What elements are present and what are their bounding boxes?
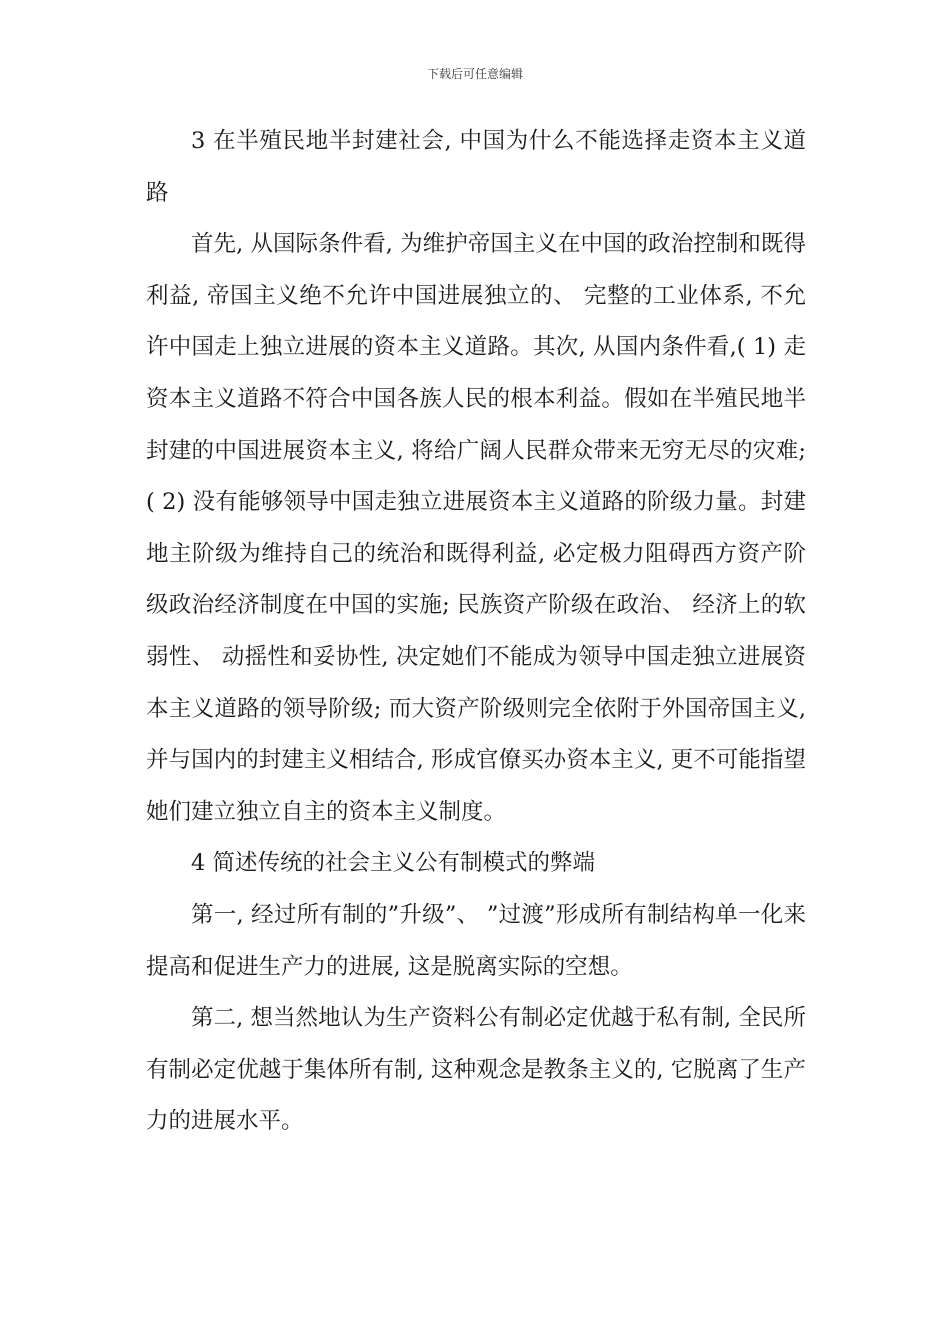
page-header-note: 下载后可任意编辑 — [426, 67, 523, 81]
question-4-answer-point-1: 第一, 经过所有制的”升级”、 ”过渡”形成所有制结构单一化来提高和促进生产力的进展, 这是脱离实际的空想。 — [146, 901, 806, 980]
question-4-answer-point-2: 第二, 想当然地认为生产资料公有制必定优越于私有制, 全民所有制必定优越于集体所有制, 这种观念是教条主义的, 它脱离了生产力的进展水平。 — [146, 1005, 806, 1135]
document-body — [146, 116, 806, 1148]
question-3-answer: 首先, 从国际条件看, 为维护帝国主义在中国的政治控制和既得利益, 帝国主义绝不允许中国进展独立的、 完整的工业体系, 不允许中国走上独立进展的资本主义道路。其次, 从国内条件看,( 1) 走资本主义道路不符合中国各族人民的根本利益。假如在半殖民地半封建的中国进展资本主义, 将给广阔人民群众带来无穷无尽的灾难;( 2) 没有能够领导中国走独立进展资本主义道路的阶级力量。封建地主阶级为维持自己的统治和既得利益, 必定极力阻碍西方资产阶级政治经济制度在中国的实施; 民族资产阶级在政治、 经济上的软弱性、 动摇性和妥协性, 决定她们不能成为领导中国走独立进展资本主义道路的领导阶级; 而大资产阶级则完全依附于外国帝国主义, 并与国内的封建主义相结合, 形成官僚买办资本主义, 更不可能指望她们建立独立自主的资本主义制度。 — [146, 231, 806, 825]
question-3-heading: 3 在半殖民地半封建社会, 中国为什么不能选择走资本主义道路 — [146, 128, 806, 206]
question-4-heading: 4 简述传统的社会主义公有制模式的弊端 — [191, 850, 595, 877]
